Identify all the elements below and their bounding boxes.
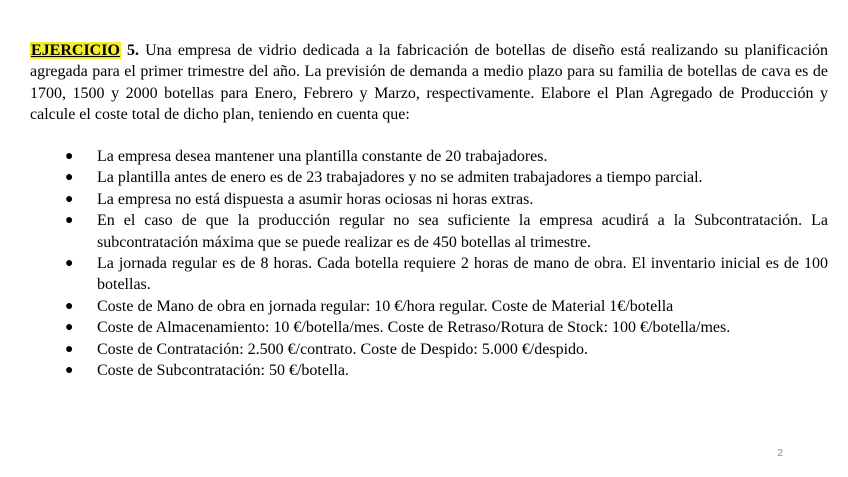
list-item-text: Coste de Contratación: 2.500 €/contrato. Coste de Despido: 5.000 €/despido. [97, 340, 589, 358]
exercise-number: 5. [127, 42, 139, 59]
list-item-text: Coste de Mano de obra en jornada regular: 10 €/hora regular. Coste de Material 1€/botella [97, 297, 674, 315]
page-number: 2 [777, 448, 783, 459]
list-item-text: La plantilla antes de enero es de 23 trabajadores y no se admiten trabajadores a tiempo parcial. [97, 169, 703, 187]
bullet-icon: ● [65, 363, 74, 379]
exercise-statement [30, 40, 828, 126]
bullet-icon: ● [65, 191, 74, 207]
bullet-icon: ● [65, 341, 74, 357]
bullet-icon: ● [65, 320, 74, 336]
list-item [30, 317, 828, 338]
list-item [30, 146, 828, 167]
list-item-text: La jornada regular es de 8 horas. Cada botella requiere 2 horas de mano de obra. El inventario inicial es de 100 botellas. [97, 255, 828, 294]
list-item [30, 253, 828, 296]
list-item [30, 210, 828, 253]
list-item [30, 360, 828, 381]
list-item-text: Coste de Subcontratación: 50 €/botella. [97, 362, 349, 380]
list-item [30, 189, 828, 210]
list-item-text: La empresa no está dispuesta a asumir horas ociosas ni horas extras. [97, 190, 534, 208]
list-item-text: Coste de Almacenamiento: 10 €/botella/mes. Coste de Retraso/Rotura de Stock: 100 €/botella/mes. [97, 319, 731, 337]
bullet-icon: ● [65, 213, 74, 229]
exercise-heading: EJERCICIO [31, 42, 120, 59]
bullet-icon: ● [65, 298, 74, 314]
exercise-intro: Una empresa de vidrio dedicada a la fabricación de botellas de diseño está realizando su planificación agregada para el primer trimestre del año. La previsión de demanda a medio plazo para su familia de botellas de cava es de 1700, 1500 y 2000 botellas para Enero, Febrero y Marzo, respectivamente. Elabore el Plan Agregado de Producción y calcule el coste total de dicho plan, teniendo en cuenta que: [30, 42, 829, 124]
list-item [30, 296, 828, 317]
list-item [30, 339, 828, 360]
bullet-icon: ● [65, 170, 74, 186]
conditions-list [30, 146, 828, 381]
bullet-icon: ● [65, 256, 74, 272]
bullet-icon: ● [65, 149, 74, 164]
list-item [30, 167, 828, 188]
list-item-text: La empresa desea mantener una plantilla constante de 20 trabajadores. [97, 148, 548, 165]
list-item-text: En el caso de que la producción regular no sea suficiente la empresa acudirá a la Subcontratación. La subcontratación máxima que se puede realizar es de 450 botellas al trimestre. [97, 212, 828, 251]
